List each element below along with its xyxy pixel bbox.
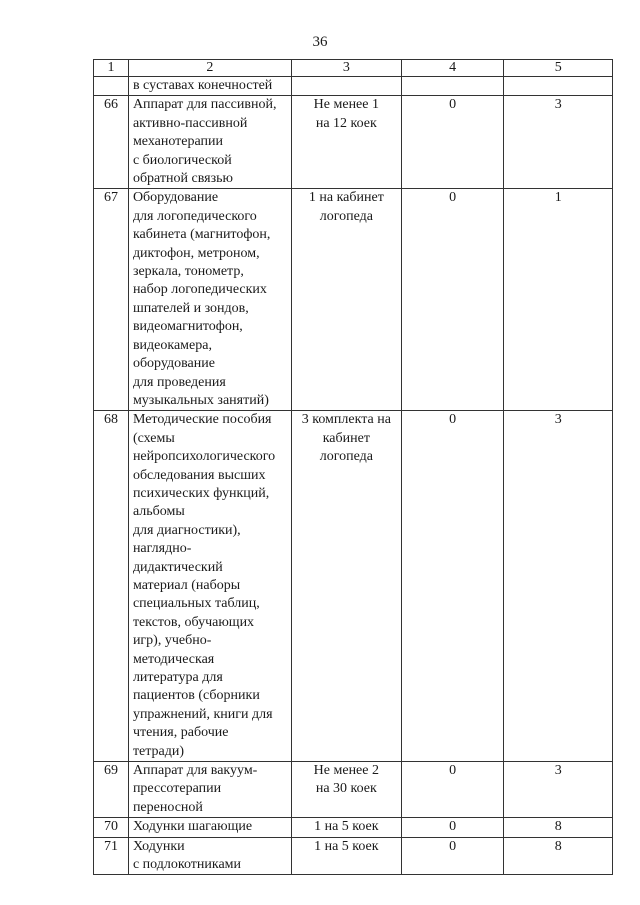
item-name-line: прессотерапии — [132, 781, 222, 797]
table-row — [94, 762, 613, 818]
item-number-cell — [94, 77, 129, 96]
item-name-line: видеомагнитофон, — [132, 319, 243, 335]
item-col4-cell: 0 — [401, 818, 504, 837]
table-row — [94, 96, 613, 189]
item-norm-line: 1 на 5 коек — [314, 838, 379, 854]
item-name-line: для логопедического — [132, 208, 257, 224]
item-name-line: Ходунки — [132, 838, 185, 854]
item-name-line: упражнений, книги для — [132, 706, 273, 722]
item-name-line: Оборудование — [132, 190, 219, 206]
item-name-line: в суставах конечностей — [132, 78, 273, 93]
item-name-line: зеркала, тонометр, — [132, 264, 244, 280]
item-name-line: (схемы — [132, 430, 175, 446]
item-name-cell — [128, 837, 291, 875]
item-name-line: литература для — [132, 670, 223, 685]
header-cell-4: 4 — [401, 60, 504, 77]
equipment-table — [93, 59, 613, 875]
item-col5-cell: 3 — [504, 411, 613, 762]
item-name-cell — [128, 762, 291, 818]
table-header-row — [94, 60, 613, 77]
item-col5-cell: 3 — [504, 762, 613, 818]
item-number-cell: 66 — [94, 96, 129, 189]
item-name-line: методическая — [132, 651, 215, 667]
item-name-cell — [128, 96, 291, 189]
item-name-line: чтения, рабочие — [132, 725, 229, 741]
item-col4-cell: 0 — [401, 837, 504, 875]
item-name-line: оборудование — [132, 356, 215, 372]
item-name-cell — [128, 77, 291, 96]
item-norm-cell — [291, 762, 401, 818]
item-norm-cell — [291, 77, 401, 96]
item-name-line: с биологической — [132, 152, 232, 168]
item-name-line: наглядно- — [132, 541, 192, 557]
item-name-line: пациентов (сборники — [132, 688, 260, 704]
item-norm-line: 1 на 5 коек — [314, 819, 379, 835]
item-name-line: дидактический — [132, 559, 223, 575]
header-cell-1: 1 — [94, 60, 129, 77]
item-name-line: психических функций, — [132, 485, 270, 501]
item-col4-cell: 0 — [401, 96, 504, 189]
item-norm-cell — [291, 411, 401, 762]
item-name-line: Ходунки шагающие — [132, 819, 253, 835]
item-name-cell — [128, 411, 291, 762]
item-name-line: тетради) — [132, 743, 185, 759]
item-norm-line: логопеда — [319, 449, 373, 465]
item-number-cell: 68 — [94, 411, 129, 762]
item-name-line: активно-пассивной — [132, 115, 248, 131]
item-number-cell: 67 — [94, 189, 129, 411]
item-name-line: переносной — [132, 799, 203, 815]
item-norm-line: Не менее 1 — [313, 97, 379, 113]
item-col4-cell: 0 — [401, 762, 504, 818]
header-cell-2: 2 — [128, 60, 291, 77]
item-number-cell: 69 — [94, 762, 129, 818]
item-col5-cell: 8 — [504, 837, 613, 875]
item-norm-cell — [291, 837, 401, 875]
item-name-line: механотерапии — [132, 134, 224, 150]
header-cell-3: 3 — [291, 60, 401, 77]
item-name-line: обследования высших — [132, 467, 266, 483]
item-name-line: Аппарат для вакуум- — [132, 763, 258, 779]
item-col4-cell: 0 — [401, 411, 504, 762]
item-name-line: материал (наборы — [132, 577, 241, 593]
item-name-line: текстов, обучающих — [132, 614, 255, 630]
item-name-line: шпателей и зондов, — [132, 300, 249, 316]
header-cell-5: 5 — [504, 60, 613, 77]
table-row — [94, 837, 613, 875]
table-row — [94, 189, 613, 411]
item-col5-cell: 8 — [504, 818, 613, 837]
item-col5-cell — [504, 77, 613, 96]
item-col5-cell: 1 — [504, 189, 613, 411]
item-norm-line: Не менее 2 — [313, 763, 379, 779]
item-col4-cell: 0 — [401, 189, 504, 411]
table-row — [94, 411, 613, 762]
item-name-line: для проведения — [132, 374, 226, 390]
item-name-line: альбомы — [132, 504, 185, 520]
item-norm-cell — [291, 189, 401, 411]
item-name-line: Методические пособия — [132, 412, 272, 428]
item-norm-line: 1 на кабинет — [308, 190, 384, 206]
page-number: 36 — [312, 34, 328, 50]
item-number-cell: 70 — [94, 818, 129, 837]
item-name-line: для диагностики), — [132, 522, 241, 538]
item-name-line: игр), учебно- — [132, 633, 212, 649]
item-name-line: с подлокотниками — [132, 857, 242, 873]
item-norm-cell — [291, 96, 401, 189]
item-col5-cell: 3 — [504, 96, 613, 189]
item-norm-line: логопеда — [319, 208, 373, 224]
item-name-cell — [128, 818, 291, 837]
item-number-cell: 71 — [94, 837, 129, 875]
item-name-line: набор логопедических — [132, 282, 267, 298]
item-name-line: специальных таблиц, — [132, 596, 260, 612]
table-body — [94, 60, 613, 875]
item-name-line: видеокамера, — [132, 337, 212, 353]
item-norm-line: на 12 коек — [315, 115, 377, 131]
item-col4-cell — [401, 77, 504, 96]
table-row — [94, 818, 613, 837]
item-name-line: диктофон, метроном, — [132, 245, 260, 261]
item-name-line: обратной связью — [132, 171, 233, 187]
item-name-cell — [128, 189, 291, 411]
item-norm-line: 3 комплекта на — [301, 412, 391, 428]
item-name-line: Аппарат для пассивной, — [132, 97, 277, 113]
item-norm-cell — [291, 818, 401, 837]
item-norm-line: кабинет — [322, 430, 370, 446]
item-norm-line: на 30 коек — [315, 781, 377, 797]
item-name-line: музыкальных занятий) — [132, 392, 269, 408]
table-row — [94, 77, 613, 96]
item-name-line: нейропсихологического — [132, 449, 276, 465]
item-name-line: кабинета (магнитофон, — [132, 227, 271, 243]
